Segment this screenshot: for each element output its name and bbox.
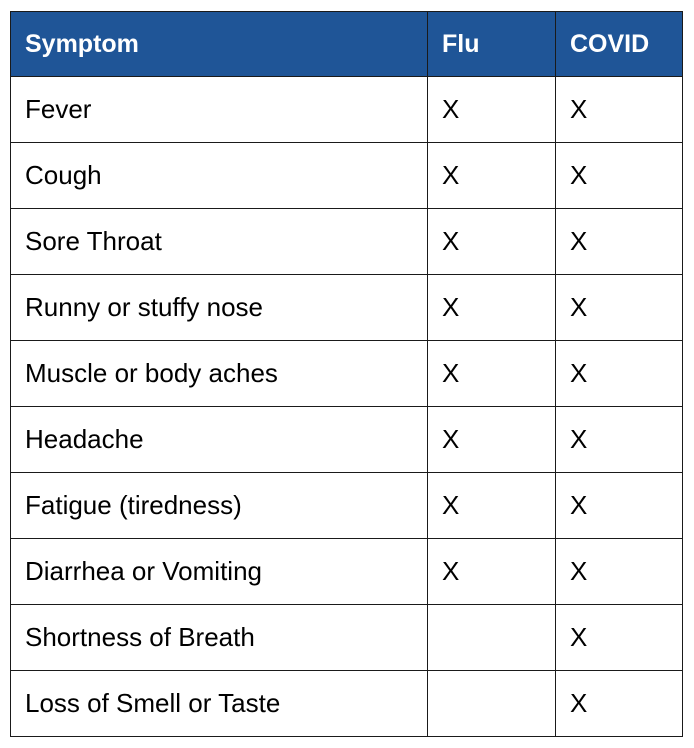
covid-cell: X — [556, 605, 683, 671]
table-body — [11, 77, 683, 737]
covid-cell: X — [556, 341, 683, 407]
covid-cell: X — [556, 407, 683, 473]
flu-cell — [428, 671, 556, 737]
table-row — [11, 275, 683, 341]
flu-cell: X — [428, 143, 556, 209]
table-header — [11, 12, 683, 77]
symptom-cell: Shortness of Breath — [11, 605, 428, 671]
symptom-cell: Cough — [11, 143, 428, 209]
header-symptom: Symptom — [11, 12, 428, 77]
covid-cell: X — [556, 77, 683, 143]
symptom-cell: Headache — [11, 407, 428, 473]
covid-cell: X — [556, 209, 683, 275]
table-row — [11, 77, 683, 143]
table-row — [11, 341, 683, 407]
covid-cell: X — [556, 539, 683, 605]
flu-cell: X — [428, 473, 556, 539]
covid-cell: X — [556, 671, 683, 737]
header-flu: Flu — [428, 12, 556, 77]
flu-cell: X — [428, 209, 556, 275]
table-row — [11, 407, 683, 473]
flu-cell — [428, 605, 556, 671]
flu-cell: X — [428, 275, 556, 341]
symptom-cell: Fatigue (tiredness) — [11, 473, 428, 539]
table-row — [11, 539, 683, 605]
table-row — [11, 143, 683, 209]
symptom-cell: Sore Throat — [11, 209, 428, 275]
covid-cell: X — [556, 143, 683, 209]
flu-cell: X — [428, 539, 556, 605]
table-row — [11, 671, 683, 737]
table-row — [11, 605, 683, 671]
symptom-cell: Loss of Smell or Taste — [11, 671, 428, 737]
symptom-cell: Runny or stuffy nose — [11, 275, 428, 341]
symptom-cell: Fever — [11, 77, 428, 143]
covid-cell: X — [556, 275, 683, 341]
header-covid: COVID — [556, 12, 683, 77]
table-row — [11, 473, 683, 539]
symptom-cell: Diarrhea or Vomiting — [11, 539, 428, 605]
table-row — [11, 209, 683, 275]
flu-cell: X — [428, 77, 556, 143]
symptom-comparison-table — [10, 11, 683, 737]
header-row — [11, 12, 683, 77]
symptom-cell: Muscle or body aches — [11, 341, 428, 407]
flu-cell: X — [428, 341, 556, 407]
covid-cell: X — [556, 473, 683, 539]
flu-cell: X — [428, 407, 556, 473]
